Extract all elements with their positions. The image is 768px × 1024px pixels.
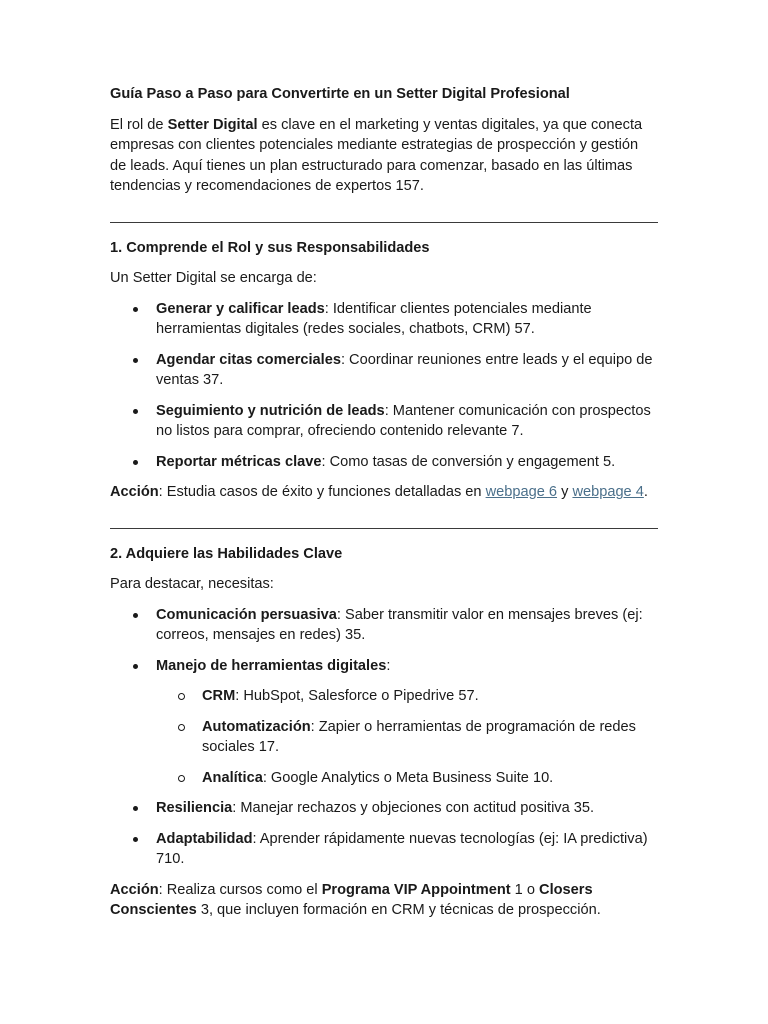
subitem-term: Automatización	[202, 718, 311, 735]
bullet-circle-icon	[178, 693, 185, 700]
item-text: : Coordinar reuniones entre leads y el equipo de ventas 37.	[156, 351, 653, 388]
intro-paragraph	[110, 115, 658, 197]
intro-rest: es clave en el marketing y ventas digitales, ya que conecta empresas con clientes potenciales mediante estrategias de prospección y gestión de leads. Aquí tienes un plan estructurado para comenzar, basado en las últimas tendencias y recomendaciones de expertos 157.	[110, 116, 643, 194]
sublist-item	[156, 768, 658, 789]
section2-lead: Para destacar, necesitas:	[110, 576, 274, 592]
bullet-circle-icon	[178, 775, 185, 782]
item-term: Comunicación persuasiva	[156, 606, 337, 623]
webpage-6-link[interactable]: webpage 6	[485, 484, 558, 500]
action-text: 1 o	[510, 881, 540, 898]
action-label: Acción	[110, 881, 159, 898]
item-term: Generar y calificar leads	[156, 300, 325, 317]
bullet-dot-icon	[133, 409, 138, 414]
program-vip-name: Programa VIP Appointment	[321, 881, 511, 898]
section-divider	[110, 528, 658, 529]
list-item	[110, 452, 658, 473]
item-text: : Mantener comunicación con prospectos no listos para comprar, ofreciendo contenido relevante 7.	[156, 402, 651, 439]
intro-prefix: El rol de	[110, 116, 168, 133]
item-term: Seguimiento y nutrición de leads	[156, 402, 385, 419]
bullet-dot-icon	[133, 460, 138, 465]
section2-title: 2. Adquiere las Habilidades Clave	[110, 545, 343, 562]
list-item	[110, 605, 658, 646]
subitem-text: : HubSpot, Salesforce o Pipedrive 57.	[235, 688, 479, 704]
webpage-4-link[interactable]: webpage 4	[572, 484, 644, 500]
item-text: : Manejar rechazos y objeciones con actitud positiva 35.	[232, 800, 595, 816]
section1-lead: Un Setter Digital se encarga de:	[110, 270, 317, 286]
tools-sublist	[156, 686, 658, 788]
item-term: Adaptabilidad	[156, 830, 253, 847]
section1-list	[110, 299, 658, 473]
list-item	[110, 401, 658, 442]
bullet-circle-icon	[178, 724, 185, 731]
item-text: : Identificar clientes potenciales mediante herramientas digitales (redes sociales, chatbots, CRM) 57.	[156, 300, 592, 337]
section-divider	[110, 222, 658, 223]
item-text: : Saber transmitir valor en mensajes breves (ej: correos, mensajes en redes) 35.	[156, 606, 643, 643]
action-mid: y	[557, 484, 573, 500]
action-end: .	[643, 484, 648, 500]
section1-title: 1. Comprende el Rol y sus Responsabilidades	[110, 239, 430, 256]
subitem-text: : Zapier o herramientas de programación de redes sociales 17.	[202, 718, 636, 755]
action-label: Acción	[110, 484, 159, 500]
item-text: : Como tasas de conversión y engagement 5.	[321, 453, 616, 470]
action-text: 3, que incluyen formación en CRM y técnicas de prospección.	[196, 902, 601, 918]
item-term: Manejo de herramientas digitales	[156, 657, 387, 674]
subitem-term: CRM	[202, 688, 236, 704]
list-item	[110, 656, 658, 789]
document-title: Guía Paso a Paso para Convertirte en un Setter Digital Profesional	[110, 86, 570, 102]
bullet-dot-icon	[133, 806, 138, 811]
intro-bold: Setter Digital	[167, 116, 258, 133]
bullet-dot-icon	[133, 664, 138, 669]
list-item	[110, 299, 658, 340]
bullet-dot-icon	[133, 613, 138, 618]
item-text: : Aprender rápidamente nuevas tecnologías (ej: IA predictiva) 710.	[156, 830, 648, 867]
action-text: : Realiza cursos como el	[158, 881, 322, 898]
sublist-item	[156, 717, 658, 758]
bullet-dot-icon	[133, 837, 138, 842]
item-text: :	[386, 657, 391, 674]
subitem-term: Analítica	[202, 769, 263, 786]
item-term: Reportar métricas clave	[156, 453, 322, 470]
bullet-dot-icon	[133, 307, 138, 312]
action-text: : Estudia casos de éxito y funciones detalladas en	[158, 484, 486, 500]
document-page	[110, 84, 658, 921]
list-item	[110, 829, 658, 870]
section2-list	[110, 605, 658, 870]
subitem-text: : Google Analytics o Meta Business Suite 10.	[262, 769, 554, 786]
item-term: Resiliencia	[156, 800, 233, 816]
closers-conscientes-name: Closers Conscientes	[110, 881, 593, 918]
section1-action	[110, 482, 658, 503]
list-item	[110, 350, 658, 391]
item-term: Agendar citas comerciales	[156, 351, 341, 368]
section2-action	[110, 880, 658, 921]
list-item	[110, 798, 658, 819]
sublist-item	[156, 686, 658, 707]
bullet-dot-icon	[133, 358, 138, 363]
